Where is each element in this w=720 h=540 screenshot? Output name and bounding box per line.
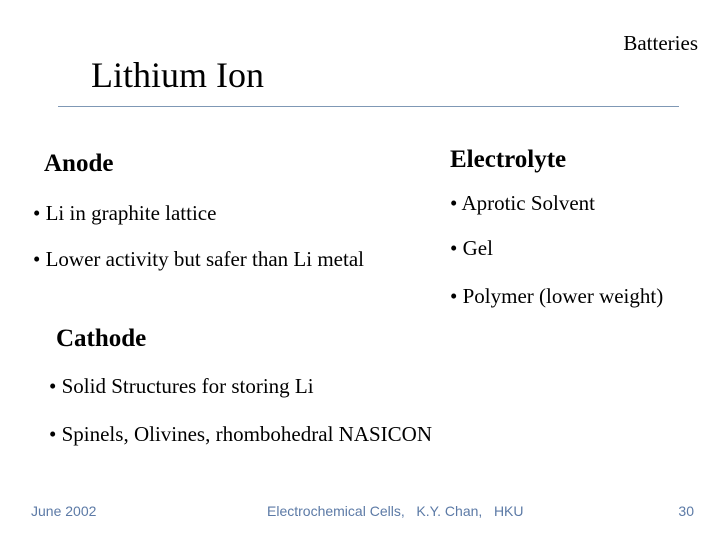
electrolyte-bullet: • Gel — [450, 236, 493, 260]
cathode-heading: Cathode — [56, 325, 147, 352]
electrolyte-bullet: • Polymer (lower weight) — [450, 284, 664, 308]
page-number: 30 — [678, 503, 694, 519]
section-label: Batteries — [623, 31, 698, 55]
anode-bullet: • Li in graphite lattice — [33, 201, 217, 225]
slide-title: Lithium Ion — [91, 55, 264, 95]
footer-date: June 2002 — [31, 503, 97, 519]
electrolyte-heading: Electrolyte — [450, 146, 567, 173]
cathode-bullet: • Solid Structures for storing Li — [49, 374, 314, 398]
title-divider — [58, 106, 679, 107]
anode-bullet: • Lower activity but safer than Li metal — [33, 247, 364, 271]
footer-course-info: Electrochemical Cells, K.Y. Chan, HKU — [267, 503, 524, 519]
anode-heading: Anode — [44, 150, 114, 177]
cathode-bullet: • Spinels, Olivines, rhombohedral NASICON — [49, 422, 432, 446]
electrolyte-bullet: • Aprotic Solvent — [450, 191, 596, 215]
